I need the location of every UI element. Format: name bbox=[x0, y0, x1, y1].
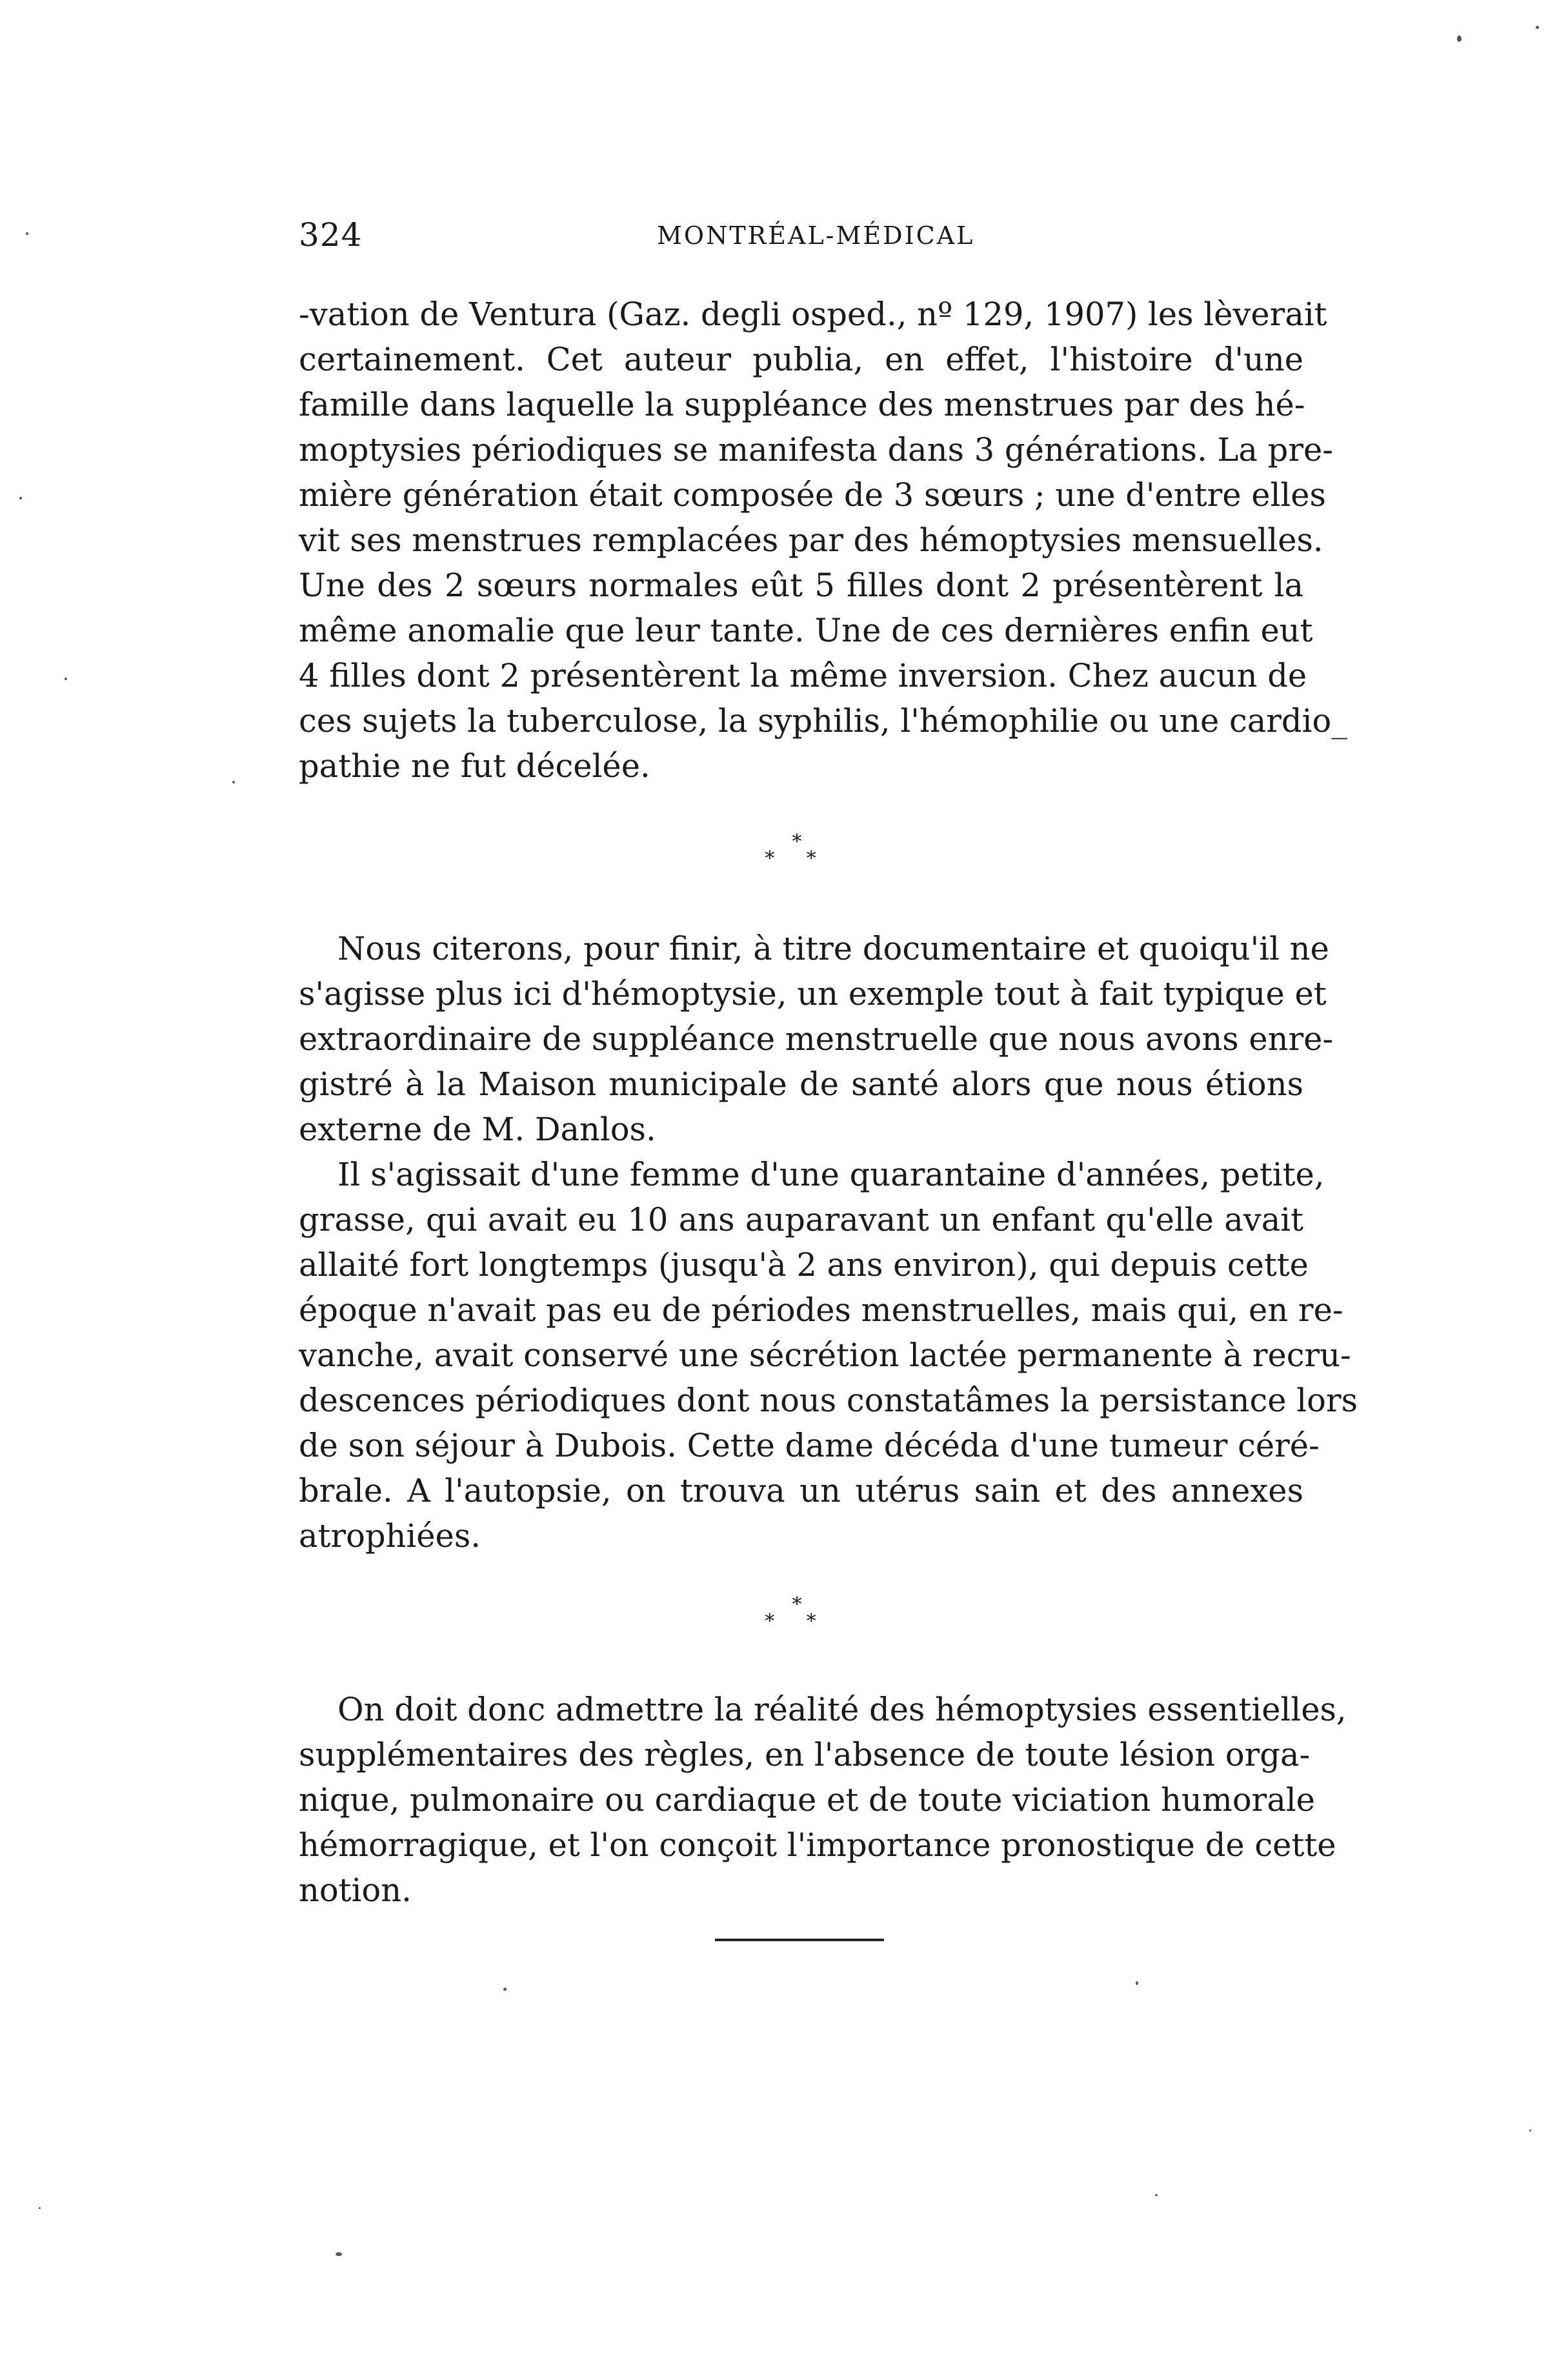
text-line: certainement. Cet auteur publia, en effet, l'histoire d'une bbox=[299, 341, 1303, 378]
text-line: extraordinaire de suppléance menstruelle que nous avons enre- bbox=[299, 1020, 1334, 1058]
text-line: moptysies périodiques se manifesta dans 3 générations. La pre- bbox=[299, 431, 1334, 469]
text-line: même anomalie que leur tante. Une de ces dernières enfin eut bbox=[299, 612, 1313, 649]
scan-speck bbox=[1155, 2194, 1158, 2196]
text-line: externe de M. Danlos. bbox=[299, 1111, 656, 1148]
scan-speck bbox=[336, 2252, 342, 2256]
scan-speck bbox=[26, 232, 28, 235]
text-line: Nous citerons, pour finir, à titre documentaire et quoiqu'il ne bbox=[337, 930, 1329, 967]
page-number: 324 bbox=[299, 216, 363, 254]
section-conclusion bbox=[299, 1687, 1347, 1913]
section-menstrual-supplement bbox=[299, 926, 1358, 1559]
asterism-top: * bbox=[792, 831, 802, 853]
paragraph-continuation bbox=[299, 292, 1347, 789]
paragraph bbox=[299, 292, 1347, 789]
text-line: notion. bbox=[299, 1872, 412, 1909]
text-line: allaité fort longtemps (jusqu'à 2 ans environ), qui depuis cette bbox=[299, 1246, 1309, 1284]
text-line: hémorragique, et l'on conçoit l'importance pronostique de cette bbox=[299, 1826, 1336, 1864]
text-line: supplémentaires des règles, en l'absence de toute lésion orga- bbox=[299, 1736, 1311, 1773]
text-line: s'agisse plus ici d'hémoptysie, un exemple tout à fait typique et bbox=[299, 975, 1327, 1013]
text-line: pathie ne fut décelée. bbox=[299, 747, 650, 785]
scan-speck bbox=[1529, 2130, 1531, 2132]
text-line: de son séjour à Dubois. Cette dame décéda d'une tumeur céré- bbox=[299, 1427, 1320, 1464]
scan-speck bbox=[39, 2207, 41, 2209]
text-line: 4 filles dont 2 présentèrent la même inversion. Chez aucun de bbox=[299, 657, 1307, 694]
paragraph bbox=[299, 1152, 1358, 1559]
text-line: grasse, qui avait eu 10 ans auparavant un enfant qu'elle avait bbox=[299, 1201, 1303, 1238]
scan-speck bbox=[65, 678, 67, 680]
text-line: mière génération était composée de 3 sœurs ; une d'entre elles bbox=[299, 476, 1326, 514]
scan-speck bbox=[1457, 35, 1462, 42]
scan-speck bbox=[19, 497, 22, 499]
text-line: -vation de Ventura (Gaz. degli osped., nº 129, 1907) les lèverait bbox=[299, 296, 1327, 333]
text-line: gistré à la Maison municipale de santé alors que nous étions bbox=[299, 1065, 1303, 1103]
text-line: On doit donc admettre la réalité des hémoptysies essentielles, bbox=[337, 1691, 1347, 1728]
text-line: vanche, avait conservé une sécrétion lactée permanente à recru- bbox=[299, 1337, 1351, 1374]
text-line: atrophiées. bbox=[299, 1517, 481, 1555]
text-line: époque n'avait pas eu de périodes menstruelles, mais qui, en re- bbox=[299, 1291, 1343, 1329]
scan-speck bbox=[1536, 26, 1539, 29]
paragraph bbox=[299, 1687, 1347, 1913]
page-header bbox=[299, 216, 1303, 255]
text-line: nique, pulmonaire ou cardiaque et de toute viciation humorale bbox=[299, 1781, 1315, 1819]
scan-speck bbox=[1136, 1981, 1138, 1985]
asterism-top: * bbox=[792, 1593, 802, 1616]
scan-speck bbox=[503, 1988, 507, 1991]
running-head: MONTRÉAL-MÉDICAL bbox=[657, 221, 975, 250]
asterism-bottom: * * bbox=[765, 1610, 829, 1633]
paragraph bbox=[299, 926, 1334, 1152]
text-line: Une des 2 sœurs normales eût 5 filles dont 2 présentèrent la bbox=[299, 567, 1303, 604]
text-line: vit ses menstrues remplacées par des hémoptysies mensuelles. bbox=[299, 521, 1323, 559]
section-asterism bbox=[13, 831, 1568, 870]
asterism-bottom: * * bbox=[765, 847, 829, 870]
text-line: brale. A l'autopsie, on trouva un utérus sain et des annexes bbox=[299, 1472, 1303, 1509]
text-line: ces sujets la tuberculose, la syphilis, l'hémophilie ou une cardio_ bbox=[299, 702, 1347, 740]
end-rule bbox=[715, 1939, 884, 1941]
text-line: famille dans laquelle la suppléance des menstrues par des hé- bbox=[299, 386, 1305, 423]
scan-speck bbox=[232, 781, 235, 783]
section-asterism bbox=[13, 1593, 1568, 1633]
text-line: descences périodiques dont nous constatâmes la persistance lors bbox=[299, 1382, 1358, 1419]
text-line: Il s'agissait d'une femme d'une quarantaine d'années, petite, bbox=[337, 1156, 1325, 1193]
